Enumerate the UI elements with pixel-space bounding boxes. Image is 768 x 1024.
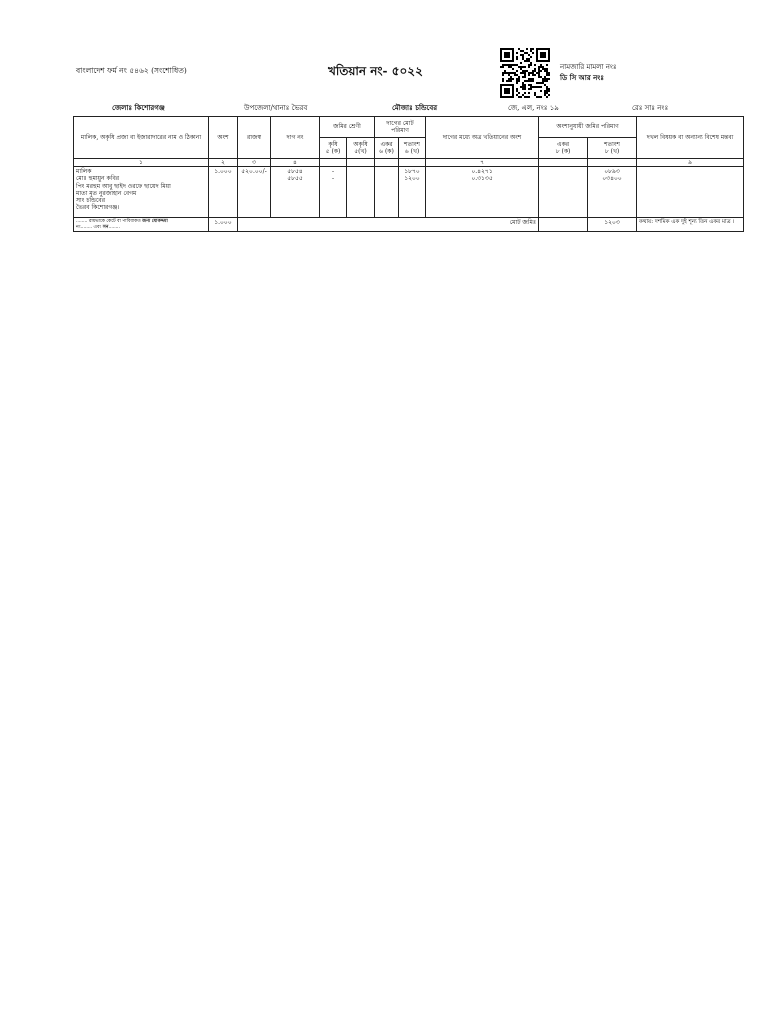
- nonagri-class-values: [347, 167, 375, 218]
- col-num-8b: [588, 159, 637, 167]
- header-remarks: দখল বিষয়ক বা অন্যান্য বিশেষ মন্তব্য: [637, 117, 744, 159]
- footer-row: [74, 218, 744, 232]
- subheader-agri: কৃষি ৫ (ক): [320, 138, 347, 159]
- header-owner: মালিক, অকৃষি প্রজা বা ইজারাদারের নাম ও ঠিকানা: [74, 117, 209, 159]
- header-land-class: জমির শ্রেণী: [320, 117, 375, 138]
- owner-line: মালিক: [76, 168, 92, 176]
- col-num-5b: [347, 159, 375, 167]
- form-number: বাংলাদেশ ফর্ম নং ৫৪৬২ (সংশোধিত): [76, 66, 187, 75]
- dag-numbers: [271, 167, 320, 218]
- acre-values: [375, 167, 399, 218]
- share-value: ১.০০০: [209, 167, 238, 218]
- owner-line: সাং চন্ডিবের: [76, 196, 105, 204]
- header-dag-no: দাগ নং: [271, 117, 320, 159]
- owner-line: মোঃ হুমায়ুন কবির: [76, 175, 120, 183]
- header-share-land: অংশানুযায়ী জমির পরিমাণ: [539, 117, 637, 138]
- owner-line: ভৈরব কিশোরগঞ্জ।: [76, 204, 120, 212]
- share-acre-values: [539, 167, 588, 218]
- subheader-share-acre: একর ৮ (ক): [539, 138, 588, 159]
- khatian-title: খতিয়ান নং- ৫০২২: [328, 64, 423, 78]
- subheader-shatangsha: শতাংশ ৬ (খ): [399, 138, 426, 159]
- dag-number: ৫৮৫৫: [287, 175, 303, 183]
- share-shatangsha-values: ০৮৯৩ ০৩৪০০: [588, 167, 637, 218]
- owner-line: মাতা মৃত নুরজাহান বেগম: [76, 189, 137, 197]
- total-in-words: কথায়: দশমিক এক দুই শূন্য তিন একর মাত্র ।: [637, 218, 744, 232]
- table-row: [74, 167, 744, 218]
- header-dag-total: দাগের মোট পরিমাণ: [375, 117, 426, 138]
- col-num-6b: [399, 159, 426, 167]
- col-num-9: ৯: [637, 159, 744, 167]
- qr-code-icon: [500, 48, 550, 98]
- total-shatangsha: ১২০৩: [588, 218, 637, 232]
- jl-no-label: জে, এল, নংঃ ১৯: [508, 104, 559, 112]
- total-land-label: মোট জমিঃ: [238, 218, 539, 232]
- col-num-6a: [375, 159, 399, 167]
- remarks-values: [637, 167, 744, 218]
- col-num-1: ১: [74, 159, 209, 167]
- shatangsha-values: ১৮৭০ ১২০০: [399, 167, 426, 218]
- revenue-value: ৫২০.০০/-: [238, 167, 271, 218]
- col-num-5a: [320, 159, 347, 167]
- header-revenue: রাজস্ব: [238, 117, 271, 159]
- header-khatian-share: দাগের মধ্যে অত্র খতিয়ানের অংশ: [426, 117, 539, 159]
- agri-class-values: - -: [320, 167, 347, 218]
- owner-line: পিং মরহুম আবু ছাইদ ওরফে ছায়েদ মিয়া: [76, 182, 171, 190]
- khatian-share-values: ০.৪২৭১ ০.৩১৩৫: [426, 167, 539, 218]
- col-num-7: ৭: [426, 159, 539, 167]
- dcr-no: ডি সি আর নংঃ: [560, 73, 605, 82]
- col-num-8a: [539, 159, 588, 167]
- register-no-label: রেঃ সাঃ নংঃ: [632, 104, 669, 112]
- header-share: অংশ: [209, 117, 238, 159]
- col-num-3: ৩: [238, 159, 271, 167]
- column-number-row: [74, 159, 744, 167]
- subheader-share-shatangsha: শতাংশ ৮ (খ): [588, 138, 637, 159]
- case-note: ........ রায়ভাকে কেটে বা পাবিবাকত জন্য যোকদ্দমা নং........ এবং সন........: [74, 218, 209, 232]
- upazila-label: উপজেলা/থানাঃ ভৈরব: [244, 104, 308, 112]
- dag-number: ৫৮৫৪: [287, 168, 303, 176]
- mutation-case-no: নামজারি মামলা নংঃ: [560, 63, 617, 71]
- mouza-label: মৌজাঃ চন্ডিবের: [392, 103, 438, 112]
- subheader-nonagri: অকৃষি ৫(খ): [347, 138, 375, 159]
- col-num-2: ২: [209, 159, 238, 167]
- district-label: জেলাঃ কিশোরগঞ্জ: [112, 103, 165, 112]
- subheader-acre: একর ৬ (ক): [375, 138, 399, 159]
- header-row: [74, 117, 744, 138]
- total-acre: [539, 218, 588, 232]
- share-total: ১.০০০: [209, 218, 238, 232]
- owner-details: [74, 167, 209, 218]
- khatian-table: [73, 116, 744, 232]
- col-num-4: ৪: [271, 159, 320, 167]
